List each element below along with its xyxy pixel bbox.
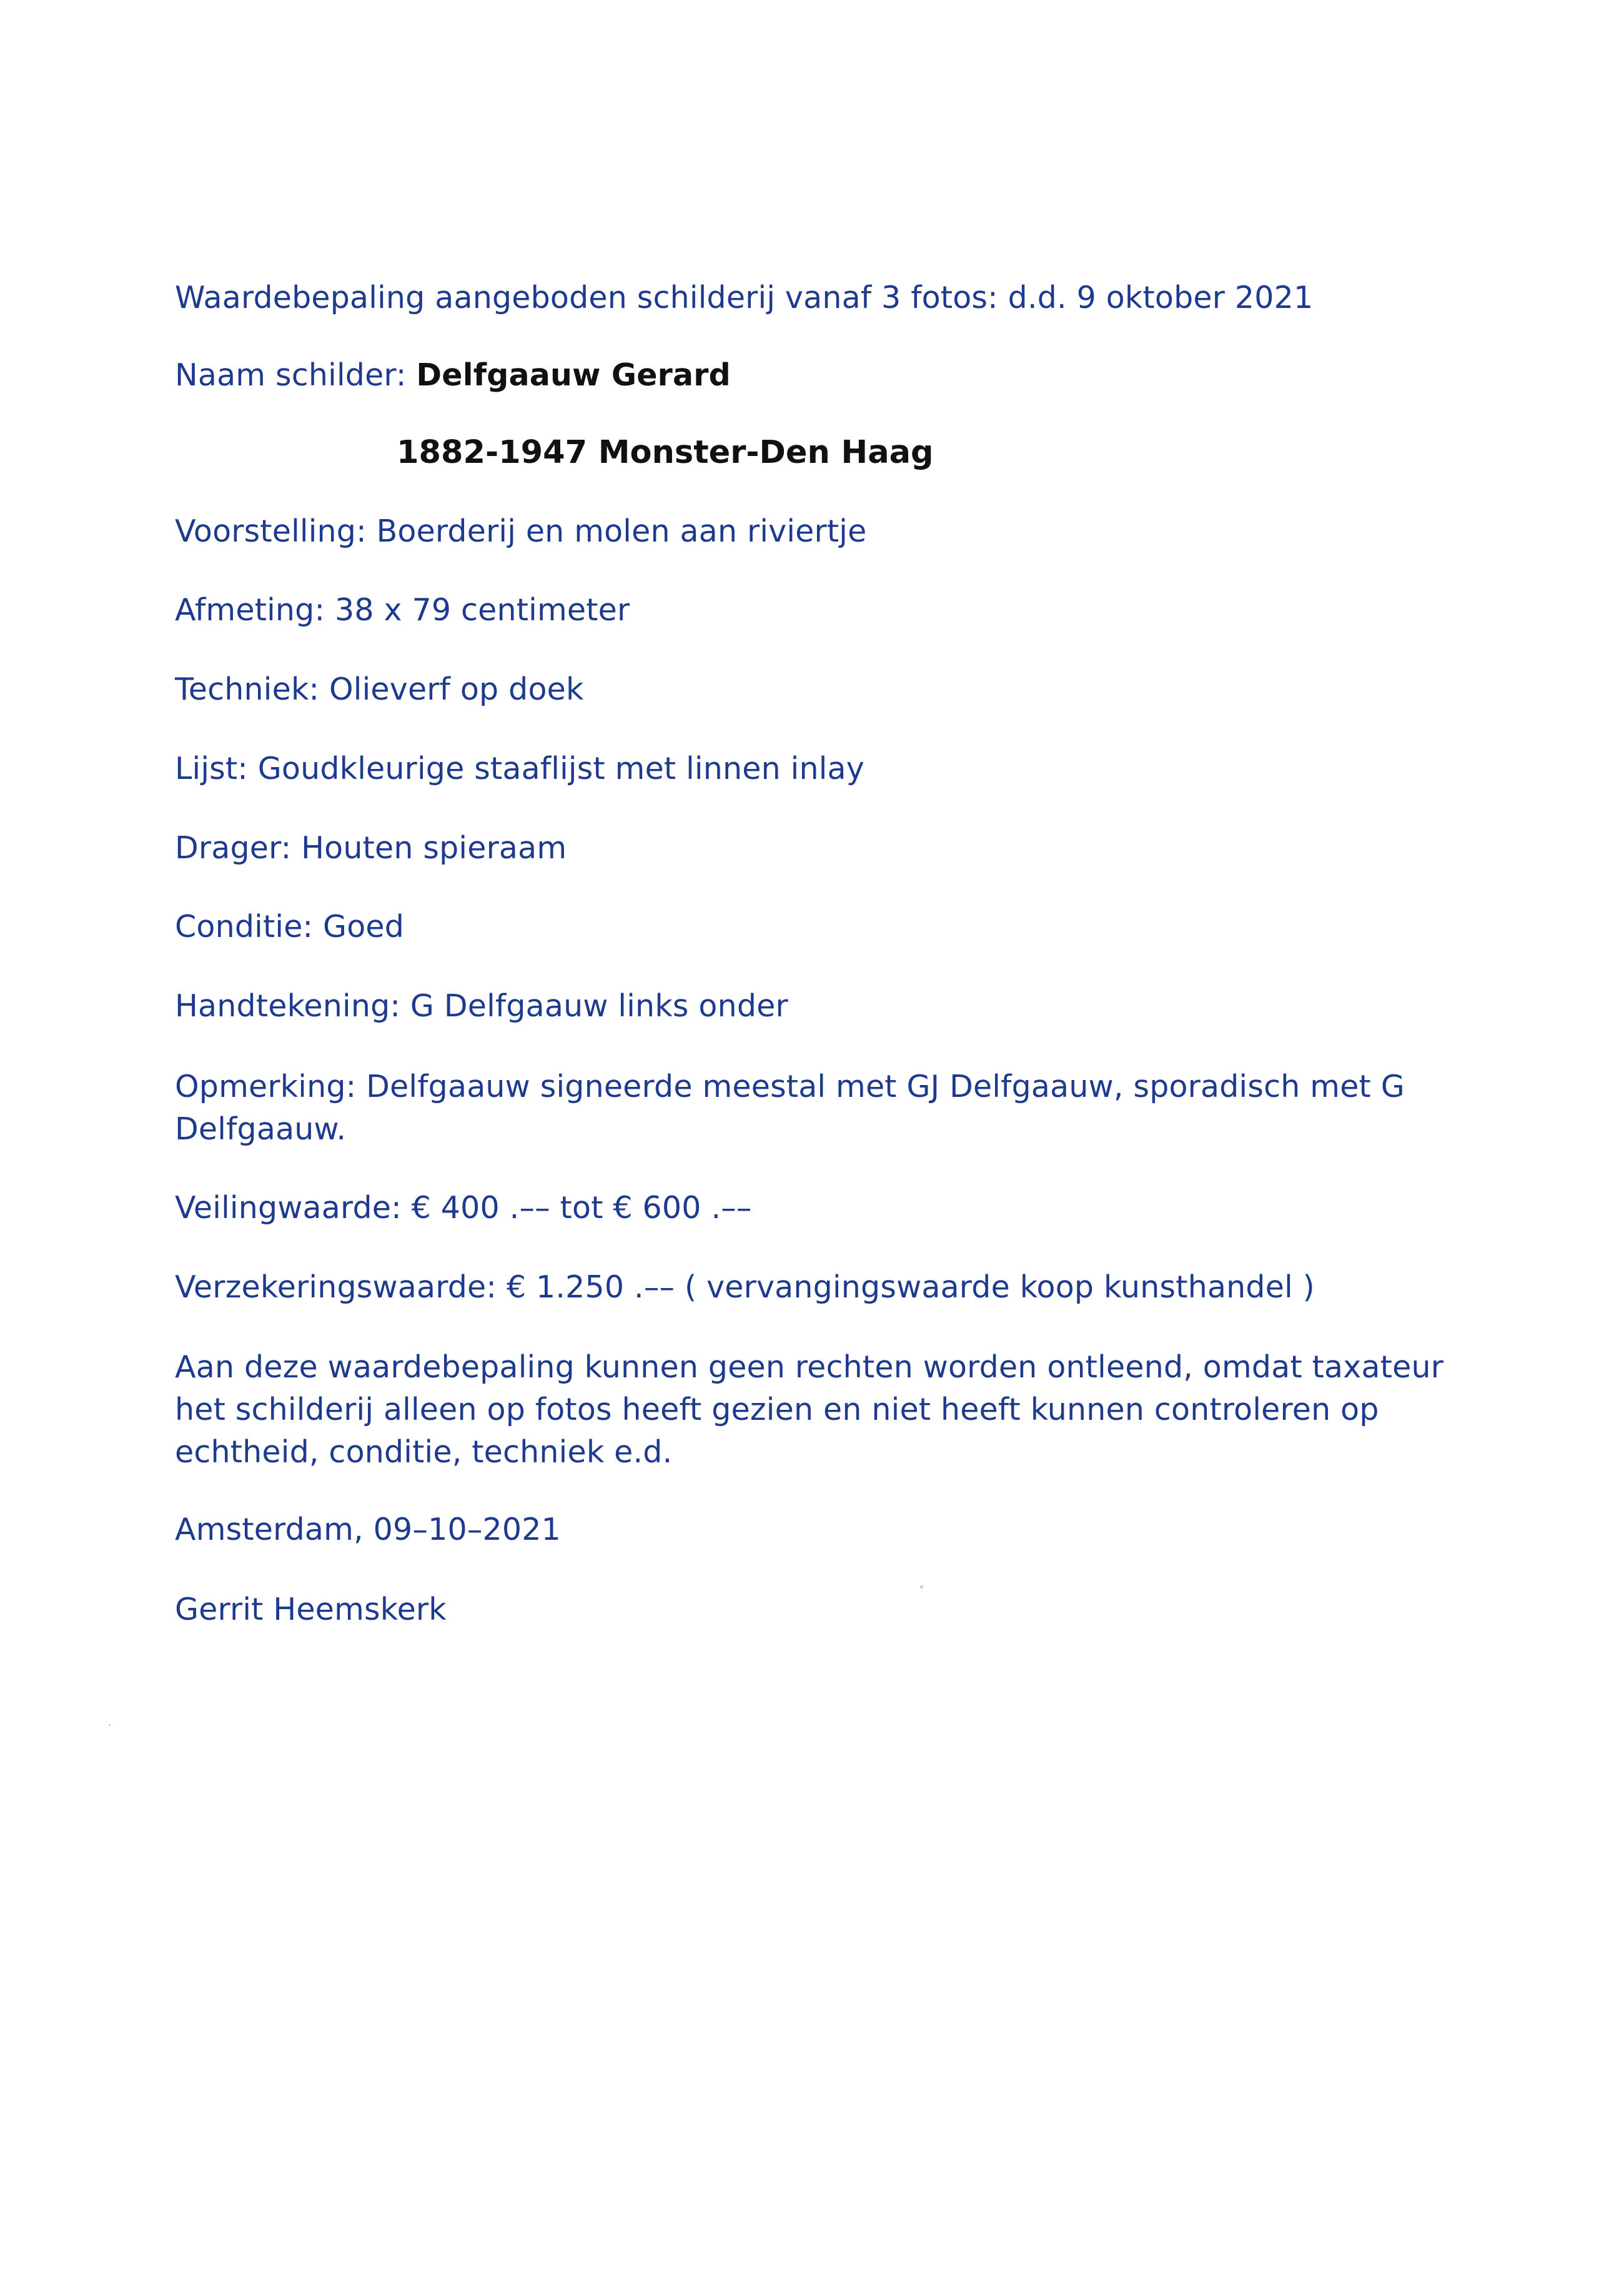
- techniek-line: Techniek: Olieverf op doek: [175, 672, 584, 707]
- signature-line: Gerrit Heemskerk: [175, 1592, 447, 1627]
- opmerking-paragraph: Opmerking: Delfgaauw signeerde meestal met GJ Delfgaauw, sporadisch met G Delfgaauw.: [175, 1069, 1405, 1147]
- painter-dates: 1882-1947 Monster-Den Haag: [397, 434, 934, 471]
- painter-line: [175, 357, 731, 393]
- scan-speck: [920, 1585, 923, 1589]
- drager-line: Drager: Houten spieraam: [175, 830, 567, 866]
- conditie-line: Conditie: Goed: [175, 909, 405, 944]
- afmeting-line: Afmeting: 38 x 79 centimeter: [175, 592, 630, 628]
- handtekening-line: Handtekening: G Delfgaauw links onder: [175, 988, 788, 1024]
- veilingwaarde-line: Veilingwaarde: € 400 .–– tot € 600 .––: [175, 1190, 752, 1226]
- verzekeringswaarde-line: Verzekeringswaarde: € 1.250 .–– ( vervangingswaarde koop kunsthandel ): [175, 1269, 1315, 1305]
- voorstelling-line: Voorstelling: Boerderij en molen aan riviertje: [175, 513, 867, 549]
- scan-speck: [109, 1724, 111, 1726]
- place-date-line: Amsterdam, 09–10–2021: [175, 1512, 562, 1547]
- disclaimer-paragraph: Aan deze waardebepaling kunnen geen rechten worden ontleend, omdat taxateur het schilderij alleen op fotos heeft gezien en niet heeft kunnen controleren op echtheid, conditie, techniek e.d.: [175, 1349, 1444, 1470]
- lijst-line: Lijst: Goudkleurige staaflijst met linnen inlay: [175, 751, 864, 786]
- painter-name: Delfgaauw Gerard: [416, 357, 731, 393]
- document-heading: Waardebepaling aangeboden schilderij vanaf 3 fotos: d.d. 9 oktober 2021: [175, 280, 1314, 315]
- painter-label: Naam schilder:: [175, 357, 417, 393]
